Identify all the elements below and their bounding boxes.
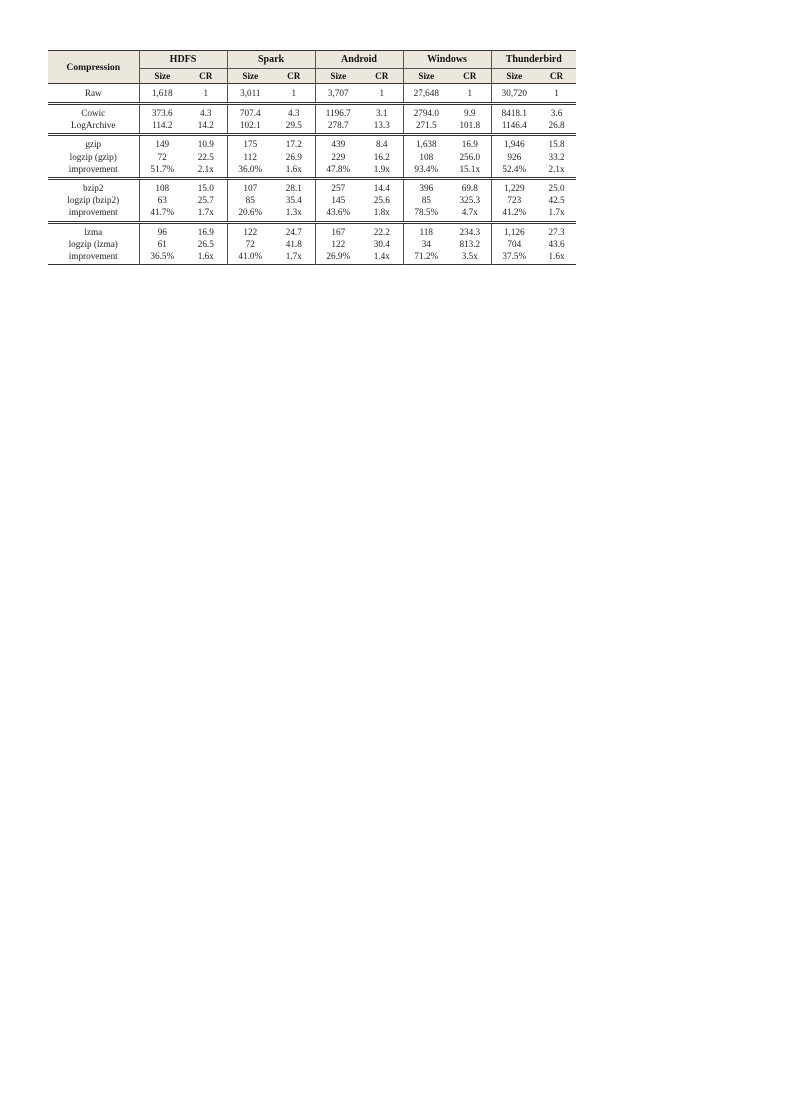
cr-cell: 1	[291, 88, 297, 98]
cr-cell: 26.8	[548, 120, 565, 131]
size-cell: 41.7%	[139, 206, 185, 222]
cr-cell: 2.1x	[548, 163, 565, 174]
size-cell: 167	[315, 222, 361, 238]
cr-cell: 25.0	[548, 183, 565, 194]
size-cell: 1,126	[491, 222, 537, 238]
cr-cell: 1.6x	[548, 250, 565, 261]
cr-cell: 29.5	[285, 120, 302, 131]
cr-cell: 17.2	[285, 139, 302, 150]
cr-cell: 3.1	[376, 108, 388, 119]
size-cell: 102.1	[227, 119, 273, 135]
cr-cell: 16.2	[373, 151, 390, 162]
size-cell: 47.8%	[315, 163, 361, 179]
cr-cell: 15.8	[548, 139, 565, 150]
size-cell: 114.2	[139, 119, 185, 135]
cr-column-header: CR	[185, 69, 227, 84]
size-cell: 30,720	[491, 84, 537, 104]
cr-cell: 26.5	[197, 238, 214, 249]
size-cell: 43.6%	[315, 206, 361, 222]
table-row	[48, 151, 576, 163]
size-cell: 145	[315, 194, 361, 206]
method-cell: logzip (lzma)	[68, 238, 118, 249]
size-cell: 96	[139, 222, 185, 238]
size-cell: 51.7%	[139, 163, 185, 179]
cr-column-header: CR	[537, 69, 576, 84]
size-cell: 107	[227, 178, 273, 194]
cr-cell: 26.9	[285, 151, 302, 162]
size-cell: 1,946	[491, 135, 537, 151]
size-cell: 72	[139, 151, 185, 163]
cr-cell: 42.5	[548, 195, 565, 206]
cr-cell: 1.3x	[285, 207, 302, 218]
size-cell: 85	[403, 194, 449, 206]
size-cell: 723	[491, 194, 537, 206]
size-cell: 37.5%	[491, 250, 537, 265]
row-group	[48, 135, 576, 179]
size-cell: 112	[227, 151, 273, 163]
size-cell: 36.0%	[227, 163, 273, 179]
size-cell: 1196.7	[315, 104, 361, 120]
cr-cell: 22.5	[197, 151, 214, 162]
method-cell: improvement	[68, 250, 118, 261]
table-row	[48, 178, 576, 194]
size-cell: 52.4%	[491, 163, 537, 179]
size-cell: 71.2%	[403, 250, 449, 265]
cr-cell: 24.7	[285, 226, 302, 237]
cr-cell: 27.3	[548, 226, 565, 237]
cr-cell: 813.2	[459, 238, 481, 249]
cr-cell: 325.3	[459, 195, 481, 206]
method-cell: Cowic	[81, 108, 106, 119]
size-cell: 118	[403, 222, 449, 238]
cr-cell: 28.1	[285, 183, 302, 194]
size-cell: 1146.4	[491, 119, 537, 135]
method-cell: bzip2	[83, 183, 104, 194]
size-cell: 271.5	[403, 119, 449, 135]
size-cell: 3,707	[315, 84, 361, 104]
size-cell: 1,638	[403, 135, 449, 151]
row-group	[48, 84, 576, 104]
table-row	[48, 250, 576, 265]
dataset-header-windows: Windows	[403, 51, 491, 69]
cr-cell: 101.8	[459, 120, 481, 131]
method-cell: gzip	[85, 139, 102, 150]
size-cell: 34	[403, 238, 449, 250]
size-cell: 20.6%	[227, 206, 273, 222]
size-cell: 78.5%	[403, 206, 449, 222]
size-cell: 373.6	[139, 104, 185, 120]
dataset-header-android: Android	[315, 51, 403, 69]
cr-cell: 41.8	[285, 238, 302, 249]
size-column-header: Size	[139, 69, 185, 84]
size-cell: 8418.1	[491, 104, 537, 120]
size-cell: 396	[403, 178, 449, 194]
cr-cell: 10.9	[197, 139, 214, 150]
size-cell: 926	[491, 151, 537, 163]
cr-cell: 1	[554, 88, 559, 98]
table-row	[48, 194, 576, 206]
cr-cell: 25.7	[197, 195, 214, 206]
cr-cell: 3.6	[550, 108, 563, 119]
cr-cell: 1.9x	[373, 163, 390, 174]
cr-cell: 1.7x	[548, 207, 565, 218]
size-column-header: Size	[315, 69, 361, 84]
row-group	[48, 178, 576, 222]
cr-cell: 256.0	[459, 151, 481, 162]
cr-cell: 1.8x	[373, 207, 390, 218]
table-row	[48, 163, 576, 179]
cr-cell: 14.4	[373, 183, 390, 194]
cr-cell: 1.6x	[285, 163, 302, 174]
size-cell: 439	[315, 135, 361, 151]
cr-cell: 3.5x	[461, 250, 478, 261]
method-cell: lzma	[84, 226, 103, 237]
cr-cell: 16.9	[461, 139, 478, 150]
dataset-header-thunderbird: Thunderbird	[491, 51, 576, 69]
row-group	[48, 222, 576, 265]
cr-cell: 1.6x	[197, 250, 214, 261]
cr-cell: 1	[379, 88, 385, 98]
cr-cell: 13.3	[373, 120, 390, 131]
table-row	[48, 135, 576, 151]
size-cell: 36.5%	[139, 250, 185, 265]
cr-cell: 2.1x	[197, 163, 214, 174]
cr-cell: 16.9	[197, 226, 214, 237]
method-cell: improvement	[68, 207, 118, 218]
row-group	[48, 104, 576, 135]
cr-cell: 4.3	[288, 108, 300, 119]
size-cell: 108	[403, 151, 449, 163]
size-cell: 72	[227, 238, 273, 250]
size-cell: 41.0%	[227, 250, 273, 265]
cr-cell: 1	[203, 88, 209, 98]
table-row	[48, 119, 576, 135]
cr-cell: 22.2	[373, 226, 390, 237]
cr-cell: 4.3	[200, 108, 212, 119]
compression-header: Compression	[48, 51, 139, 84]
cr-cell: 33.2	[548, 151, 565, 162]
cr-cell: 1.7x	[285, 250, 302, 261]
size-cell: 149	[139, 135, 185, 151]
size-cell: 3,011	[227, 84, 273, 104]
size-cell: 229	[315, 151, 361, 163]
cr-cell: 234.3	[459, 226, 481, 237]
cr-cell: 1	[467, 88, 473, 98]
size-cell: 278.7	[315, 119, 361, 135]
method-cell: logzip (bzip2)	[67, 195, 120, 206]
size-cell: 108	[139, 178, 185, 194]
cr-cell: 30.4	[373, 238, 390, 249]
method-cell: Raw	[84, 88, 102, 98]
size-cell: 26.9%	[315, 250, 361, 265]
size-cell: 122	[227, 222, 273, 238]
size-cell: 175	[227, 135, 273, 151]
method-cell: LogArchive	[71, 120, 116, 131]
table-row	[48, 84, 576, 104]
cr-cell: 69.8	[461, 183, 478, 194]
size-cell: 61	[139, 238, 185, 250]
dataset-header-hdfs: HDFS	[139, 51, 227, 69]
size-column-header: Size	[403, 69, 449, 84]
cr-column-header: CR	[361, 69, 403, 84]
size-cell: 2794.0	[403, 104, 449, 120]
cr-cell: 1.4x	[373, 250, 390, 261]
size-cell: 85	[227, 194, 273, 206]
cr-cell: 4.7x	[461, 207, 478, 218]
dataset-header-spark: Spark	[227, 51, 315, 69]
size-cell: 122	[315, 238, 361, 250]
size-cell: 41.2%	[491, 206, 537, 222]
cr-cell: 1.7x	[197, 207, 214, 218]
size-cell: 1,618	[139, 84, 185, 104]
size-column-header: Size	[227, 69, 273, 84]
size-cell: 707.4	[227, 104, 273, 120]
table-row	[48, 104, 576, 120]
size-cell: 63	[139, 194, 185, 206]
cr-column-header: CR	[273, 69, 315, 84]
cr-cell: 8.4	[376, 139, 388, 150]
size-column-header: Size	[491, 69, 537, 84]
cr-cell: 9.9	[464, 108, 476, 119]
method-cell: improvement	[68, 163, 118, 174]
table-row	[48, 238, 576, 250]
cr-cell: 14.2	[197, 120, 214, 131]
cr-cell: 43.6	[548, 238, 565, 249]
compression-results-table	[48, 50, 576, 265]
table-row	[48, 206, 576, 222]
method-cell: logzip (gzip)	[69, 151, 117, 162]
table-row	[48, 222, 576, 238]
size-cell: 27,648	[403, 84, 449, 104]
size-cell: 1,229	[491, 178, 537, 194]
cr-cell: 15.0	[197, 183, 214, 194]
size-cell: 93.4%	[403, 163, 449, 179]
cr-cell: 25.6	[373, 195, 390, 206]
table-header	[48, 51, 576, 84]
cr-cell: 35.4	[285, 195, 302, 206]
size-cell: 704	[491, 238, 537, 250]
size-cell: 257	[315, 178, 361, 194]
cr-cell: 15.1x	[459, 163, 481, 174]
cr-column-header: CR	[449, 69, 491, 84]
